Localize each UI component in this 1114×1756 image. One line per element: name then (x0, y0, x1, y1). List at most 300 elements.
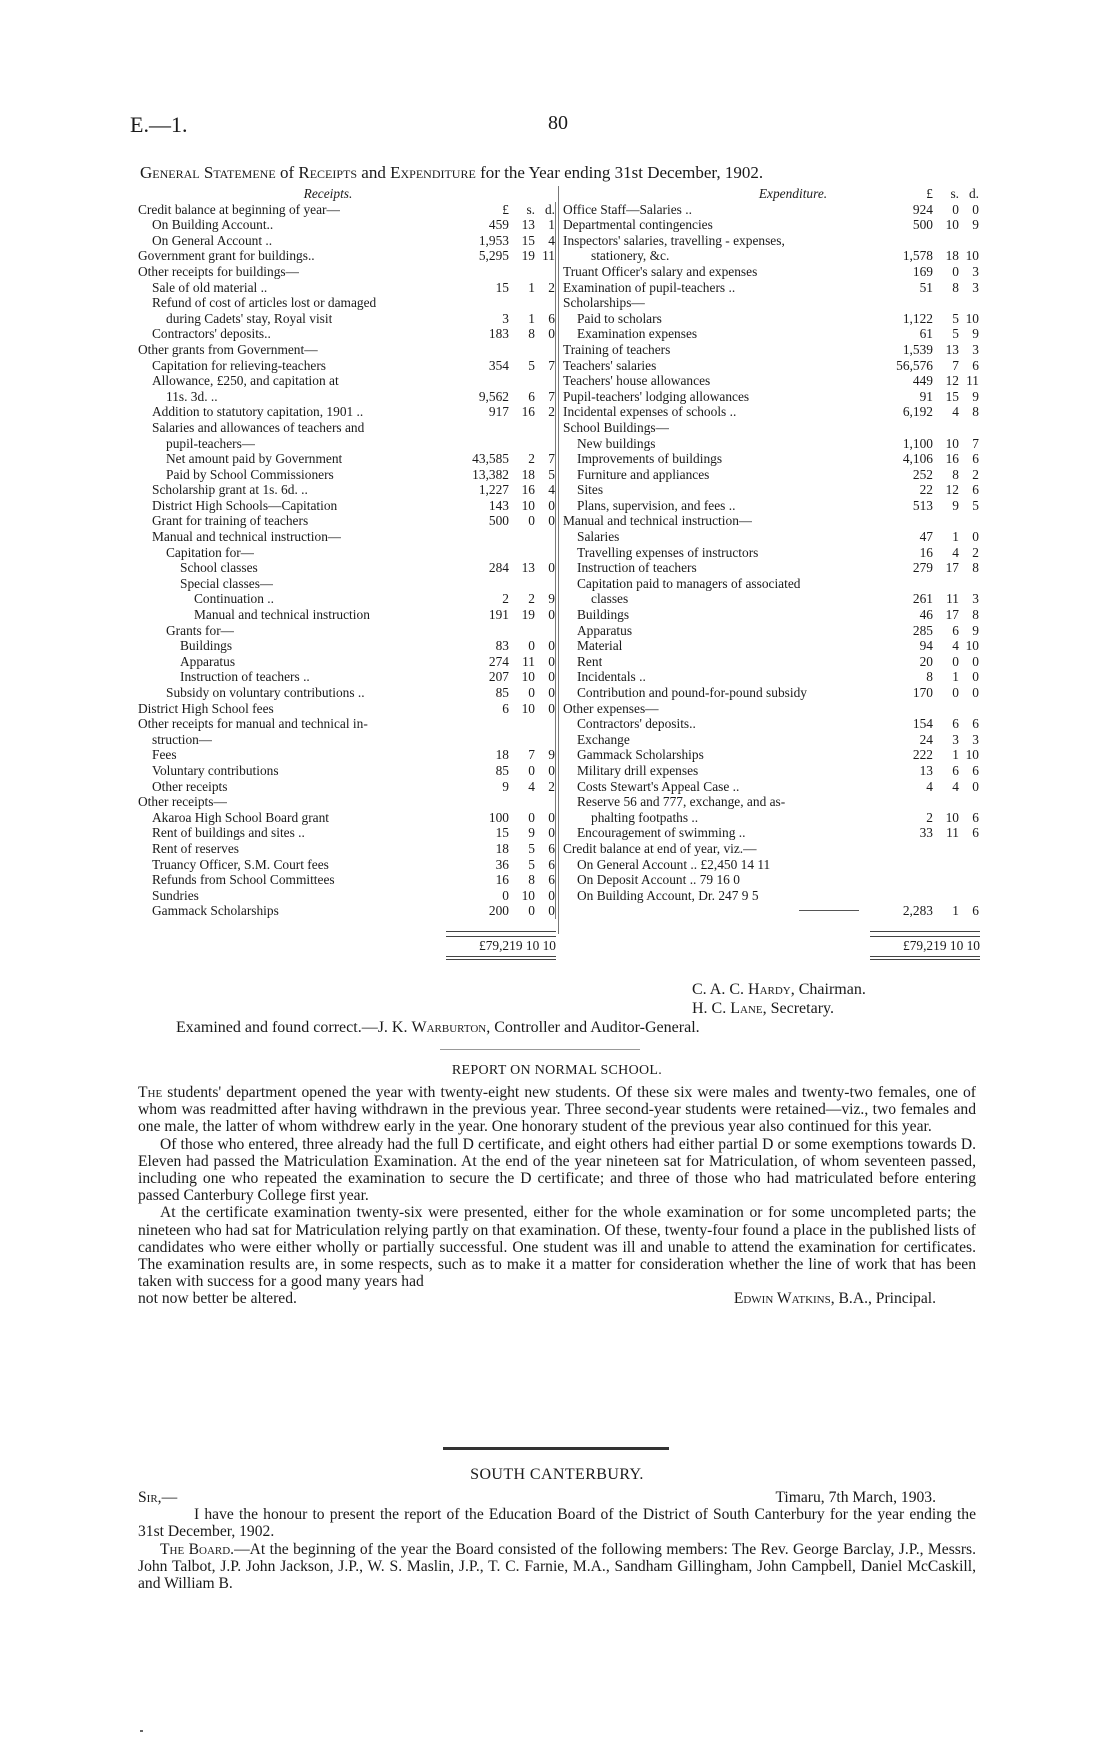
expenditure-shillings: 8 (952, 466, 959, 482)
receipts-row-label: School classes (180, 560, 258, 576)
expenditure-shillings: 1 (952, 529, 959, 545)
receipts-row-label: Buildings (180, 638, 233, 654)
expenditure-pounds: 285 (912, 622, 933, 638)
receipts-row-label: Grants for— (166, 622, 235, 638)
expenditure-row-amount (869, 638, 979, 654)
receipts-row (138, 623, 556, 639)
expenditure-pounds: 154 (912, 716, 933, 732)
statement-title (140, 163, 980, 183)
receipts-row-label: Paid by School Commissioners (166, 466, 334, 482)
receipts-shillings: 0 (528, 809, 535, 825)
receipts-row (138, 373, 556, 389)
receipts-pounds: 36 (495, 856, 509, 872)
receipts-row (138, 513, 556, 529)
south-canterbury-title: SOUTH CANTERBURY. (470, 1466, 644, 1483)
receipts-shillings: 15 (521, 232, 535, 248)
expenditure-pounds: 924 (912, 201, 933, 217)
expenditure-units (869, 186, 979, 202)
expenditure-table (563, 186, 979, 919)
expenditure-pence: 3 (972, 279, 979, 295)
expenditure-shillings: 1 (952, 669, 959, 685)
receipts-heading-row (138, 186, 556, 202)
expenditure-pence: 3 (972, 263, 979, 279)
expenditure-pounds: 47 (919, 529, 933, 545)
expenditure-shillings: 0 (952, 685, 959, 700)
receipts-pounds: 18 (495, 840, 509, 856)
receipts-row-amount (441, 420, 556, 436)
receipts-shillings: 8 (528, 326, 535, 342)
expenditure-pounds: 94 (919, 638, 933, 654)
receipts-row (138, 436, 556, 452)
receipts-pounds: 354 (488, 357, 509, 373)
receipts-row (138, 529, 556, 545)
receipts-pence: 0 (548, 762, 555, 778)
expenditure-pence: 6 (972, 482, 979, 498)
expenditure-row (563, 857, 979, 873)
expenditure-row (563, 420, 979, 436)
receipts-row-amount (441, 217, 556, 233)
expenditure-row (563, 482, 979, 498)
expenditure-pence: 10 (965, 310, 979, 326)
receipts-row (138, 732, 556, 748)
expenditure-heading: Expenditure. (758, 186, 828, 201)
receipts-row-label: during Cadets' stay, Royal visit (166, 310, 333, 326)
expenditure-row (563, 903, 979, 919)
receipts-row-label: 11s. 3d. .. (166, 388, 218, 404)
expenditure-shillings: 0 (952, 263, 959, 279)
expenditure-row-amount (869, 857, 979, 873)
expenditure-shillings: 11 (946, 591, 959, 607)
expenditure-row-label: On General Account .. £2,450 14 11 (577, 856, 771, 872)
report-paragraph-2: Of those who entered, three already had the full D certificate, and eight others had either partial D or some exemptions towards D. Eleven had passed the Matriculation Examination. At the end of the year nineteen sat for Matriculation, of whom seventeen passed, including one who repeated the examination to secure the D certificate; and three of those who had matriculated before entering passed Canterbury College first year. (138, 1135, 976, 1205)
expenditure-row-label: Gammack Scholarships (577, 747, 704, 763)
expenditure-row-label: Encouragement of swimming .. (577, 825, 746, 841)
subtotal-dash (799, 910, 859, 911)
expenditure-row-label: Sites (577, 482, 604, 498)
expenditure-heading-row (563, 186, 979, 202)
expenditure-row-label: Improvements of buildings (577, 451, 723, 467)
expenditure-pence: 9 (972, 217, 979, 233)
expenditure-shillings: 12 (945, 482, 959, 498)
expenditure-row-amount (869, 436, 979, 452)
expenditure-shillings: 15 (945, 388, 959, 404)
receipts-pence: 0 (548, 825, 555, 841)
expenditure-pounds: 261 (912, 591, 933, 607)
receipts-shillings: 19 (521, 607, 535, 623)
receipts-shillings: 10 (521, 497, 535, 513)
receipts-row-label: Addition to statutory capitation, 1901 .. (152, 404, 364, 420)
receipts-row-label: Truancy Officer, S.M. Court fees (152, 856, 329, 872)
expenditure-row-amount (869, 872, 979, 888)
expenditure-pence: 5 (972, 497, 979, 513)
expenditure-pence: 9 (972, 622, 979, 638)
expenditure-pence: 0 (972, 685, 979, 700)
receipts-shillings: 10 (521, 669, 535, 685)
receipts-row (138, 498, 556, 514)
receipts-row-amount (441, 311, 556, 327)
receipts-row (138, 701, 556, 717)
expenditure-row (563, 545, 979, 561)
receipts-row-label: Manual and technical instruction (194, 607, 370, 623)
receipts-row (138, 888, 556, 904)
receipts-row-amount (441, 857, 556, 873)
expenditure-shillings: 1 (952, 747, 959, 763)
principal-name: Edwin Watkins (733, 1290, 831, 1308)
receipts-row (138, 358, 556, 374)
auditor-role: , Controller and Auditor-General. (486, 1019, 700, 1036)
report-last-line: not now better be altered. (138, 1290, 297, 1308)
expenditure-shillings: 4 (952, 544, 959, 560)
receipts-row-label: Other receipts for buildings— (138, 263, 300, 279)
receipts-row (138, 451, 556, 467)
expenditure-row-amount (869, 513, 979, 529)
expenditure-shillings: 6 (952, 716, 959, 732)
receipts-row (138, 685, 556, 701)
letter-paragraph-1: I have the honour to present the report of the Education Board of the District of South Canterbury for the year ending the 31st December, 1902. (138, 1506, 976, 1541)
expenditure-row (563, 342, 979, 358)
receipts-pounds: 459 (488, 217, 509, 233)
receipts-pounds: 500 (488, 513, 509, 529)
expenditure-pounds: 4,106 (902, 451, 933, 467)
receipts-pence: 6 (548, 840, 555, 856)
receipts-row-label: District High School fees (138, 700, 274, 716)
expenditure-row-amount (869, 701, 979, 717)
receipts-pounds: 1,953 (478, 232, 509, 248)
receipts-pounds: 5,295 (478, 248, 509, 264)
receipts-pence: 0 (548, 809, 555, 825)
print-mark (140, 1730, 143, 1732)
receipts-row-label: Fees (152, 747, 177, 763)
receipts-shillings: 6 (528, 388, 535, 404)
receipts-row-label: Special classes— (180, 575, 274, 591)
expenditure-row-amount (869, 467, 979, 483)
expenditure-row (563, 233, 979, 249)
secretary-role: , Secretary. (762, 1000, 834, 1017)
expenditure-pence: 8 (972, 607, 979, 623)
receipts-row (138, 420, 556, 436)
expenditure-pence: 3 (972, 341, 979, 357)
receipts-pence: 1 (548, 217, 555, 233)
receipts-pounds: 18 (495, 747, 509, 763)
receipts-row-label: Instruction of teachers .. (180, 669, 310, 685)
receipts-row-amount (441, 872, 556, 888)
expenditure-row-label: Furniture and appliances (577, 466, 710, 482)
expenditure-shillings: 16 (945, 451, 959, 467)
page-number: 80 (548, 112, 568, 134)
expenditure-shillings: 4 (952, 778, 959, 794)
expenditure-row-label: classes (591, 591, 629, 607)
receipts-shillings: 2 (528, 591, 535, 607)
receipts-shillings: 18 (521, 466, 535, 482)
expenditure-row-label: phalting footpaths .. (591, 809, 699, 825)
receipts-shillings: 10 (521, 700, 535, 716)
expenditure-row (563, 202, 979, 218)
receipts-row-amount (441, 560, 556, 576)
expenditure-row-amount (869, 841, 979, 857)
receipts-row-label: Capitation for relieving-teachers (152, 357, 327, 373)
receipts-pence: 0 (548, 607, 555, 623)
board-lead: The Board. (160, 1540, 235, 1558)
expenditure-pence: 7 (972, 435, 979, 451)
receipts-row-label: Refund of cost of articles lost or damaged (152, 295, 377, 311)
receipts-pence: 11 (542, 248, 555, 264)
expenditure-pence: 6 (972, 825, 979, 841)
receipts-row (138, 779, 556, 795)
receipts-row-amount (441, 623, 556, 639)
expenditure-row-label: Capitation paid to managers of associated (577, 575, 801, 591)
receipts-row-label: Refunds from School Committees (152, 872, 335, 888)
expenditure-pounds: 46 (919, 607, 933, 623)
expenditure-row-amount (869, 389, 979, 405)
receipts-row-label: Contractors' deposits.. (152, 326, 271, 342)
receipts-row-label: District High Schools—Capitation (152, 497, 338, 513)
title-word: Statemene (203, 163, 276, 182)
expenditure-row-label: Material (577, 638, 623, 654)
expenditure-shillings: 0 (952, 201, 959, 217)
receipts-row-label: Sundries (152, 887, 199, 903)
expenditure-row (563, 248, 979, 264)
receipts-shillings: 16 (521, 404, 535, 420)
expenditure-pence: 6 (972, 716, 979, 732)
receipts-row (138, 248, 556, 264)
receipts-row-label: Gammack Scholarships (152, 903, 279, 919)
expenditure-row-amount (869, 903, 979, 919)
expenditure-row-label: Military drill expenses (577, 762, 699, 778)
expenditure-row (563, 295, 979, 311)
expenditure-pounds: 1,578 (902, 248, 933, 264)
receipts-row-amount (441, 825, 556, 841)
expenditure-pence: 0 (972, 669, 979, 685)
expenditure-pounds: 22 (919, 482, 933, 498)
expenditure-shillings: 10 (945, 435, 959, 451)
expenditure-pounds: 252 (912, 466, 933, 482)
principal-title: , B.A., Principal. (830, 1290, 936, 1308)
receipts-row-label: pupil-teachers— (166, 435, 256, 451)
receipts-pounds: 43,585 (472, 451, 509, 467)
receipts-pounds: 100 (488, 809, 509, 825)
salutation: Sir,— (138, 1489, 178, 1506)
expenditure-pounds: 2 (926, 809, 933, 825)
expenditure-row-label: Pupil-teachers' lodging allowances (563, 388, 750, 404)
receipts-pounds: 191 (488, 607, 509, 623)
expenditure-row (563, 389, 979, 405)
receipts-pence: 4 (548, 232, 555, 248)
receipts-row-label: Other receipts (152, 778, 228, 794)
letter-paragraph-2-text: —At the beginning of the year the Board consisted of the following members: The Rev. George Barclay, J.P., Messrs. John Talbot, J.P. John Jackson, J.P., W. S. Maslin, J.P., T. C. Farnie, M.A., Sandham Gillingham, John Campbell, Daniel McCaskill, and William B. (138, 1540, 976, 1593)
expenditure-pence: 0 (972, 529, 979, 545)
receipts-pence: 5 (548, 466, 555, 482)
receipts-row (138, 326, 556, 342)
expenditure-row-label: Training of teachers (563, 341, 671, 357)
expenditure-row (563, 280, 979, 296)
receipts-pence: 2 (548, 279, 555, 295)
expenditure-row-amount (869, 794, 979, 810)
title-word: Receipts (298, 163, 358, 182)
receipts-pence: 7 (548, 451, 555, 467)
expenditure-row-amount (869, 732, 979, 748)
expenditure-pence: 6 (972, 903, 979, 919)
expenditure-row (563, 810, 979, 826)
expenditure-row-amount (869, 358, 979, 374)
expenditure-row-label: Rent (577, 653, 603, 669)
chairman-initials: C. A. C. (692, 981, 745, 998)
receipts-pounds: 200 (488, 903, 509, 919)
expenditure-total: £79,219 10 10 (903, 938, 980, 953)
expenditure-pence: 10 (965, 747, 979, 763)
expenditure-row-amount (869, 545, 979, 561)
expenditure-row (563, 498, 979, 514)
expenditure-shillings: 3 (952, 731, 959, 747)
expenditure-row-label: Buildings (577, 607, 630, 623)
receipts-row-label: Other receipts— (138, 794, 227, 810)
expenditure-row (563, 529, 979, 545)
expenditure-row-amount (869, 498, 979, 514)
receipts-row-label: Capitation for— (166, 544, 255, 560)
expenditure-pounds: 1,100 (902, 435, 933, 451)
expenditure-pounds: 170 (912, 685, 933, 700)
receipts-row (138, 545, 556, 561)
receipts-shillings: 5 (528, 840, 535, 856)
unit-shillings: s. (950, 186, 959, 201)
receipts-pounds: 9 (502, 778, 509, 794)
expenditure-row (563, 358, 979, 374)
receipts-row (138, 747, 556, 763)
receipts-row (138, 342, 556, 358)
expenditure-row-label: Teachers' salaries (563, 357, 657, 373)
receipts-pounds: 85 (495, 685, 509, 700)
receipts-pence: 9 (548, 591, 555, 607)
receipts-row-amount (441, 248, 556, 264)
receipts-row-label: Akaroa High School Board grant (152, 809, 330, 825)
expenditure-row (563, 436, 979, 452)
receipts-shillings: 0 (528, 762, 535, 778)
receipts-row-amount (441, 669, 556, 685)
auditor-prefix: Examined and found correct.—J. K. (176, 1019, 408, 1036)
expenditure-row-amount (869, 264, 979, 280)
title-word: for the Year ending 31st December, 1902. (480, 163, 764, 182)
title-word: General (140, 163, 200, 182)
expenditure-row (563, 685, 979, 701)
expenditure-row-label: Exchange (577, 731, 630, 747)
expenditure-row-amount (869, 311, 979, 327)
receipts-row-label: On Building Account.. (152, 217, 274, 233)
receipts-row (138, 217, 556, 233)
expenditure-pence: 6 (972, 357, 979, 373)
expenditure-row (563, 716, 979, 732)
place-date: Timaru, 7th March, 1903. (775, 1489, 936, 1506)
receipts-pounds: 83 (495, 638, 509, 654)
receipts-shillings: 0 (528, 903, 535, 919)
receipts-shillings: 11 (522, 653, 535, 669)
expenditure-row-amount (869, 747, 979, 763)
expenditure-row-label: Incidentals .. (577, 669, 646, 685)
expenditure-row-amount (869, 202, 979, 218)
receipts-row (138, 560, 556, 576)
receipts-pence: 6 (548, 872, 555, 888)
receipts-row-amount (441, 701, 556, 717)
expenditure-pounds: 449 (912, 373, 933, 389)
expenditure-row-label: Scholarships— (563, 295, 645, 311)
receipts-row-amount (441, 342, 556, 358)
expenditure-pence: 3 (972, 731, 979, 747)
expenditure-row-label: On Deposit Account .. 79 16 0 (577, 872, 740, 888)
receipts-row-label: Other receipts for manual and technical in- (138, 716, 368, 732)
receipts-shillings: 7 (528, 747, 535, 763)
expenditure-pence: 8 (972, 560, 979, 576)
letter-paragraph-2 (138, 1541, 976, 1593)
title-word: and (361, 163, 386, 182)
report-paragraph-3-text: At the certificate examination twenty-six were presented, either for the whole examination or for some uncompleted parts; the nineteen who had sat for Matriculation relying partly on that examination. Of these, twenty-four found a place in the published lists of candidates who were either wholly or partially successful. One student was ill and unable to attend the examination for certificates. The examination results are, in some respects, such as to make it a matter for consideration whether the line of work that has been taken with success for a good many years had (138, 1204, 976, 1291)
expenditure-shillings: 10 (945, 217, 959, 233)
receipts-row (138, 202, 556, 218)
expenditure-shillings: 5 (952, 326, 959, 342)
expenditure-row-label: Incidental expenses of schools .. (563, 404, 737, 420)
receipts-row (138, 591, 556, 607)
expenditure-row-amount (869, 607, 979, 623)
receipts-units (441, 202, 556, 218)
receipts-row (138, 716, 556, 732)
receipts-row-amount (441, 654, 556, 670)
receipts-row (138, 654, 556, 670)
expenditure-shillings: 12 (945, 373, 959, 389)
receipts-pounds: 183 (488, 326, 509, 342)
auditor-certification (176, 1019, 700, 1037)
expenditure-row (563, 701, 979, 717)
expenditure-shillings: 4 (952, 638, 959, 654)
expenditure-shillings: 6 (952, 762, 959, 778)
receipts-pounds: 274 (488, 653, 509, 669)
receipts-row (138, 903, 556, 919)
expenditure-pence: 11 (966, 373, 979, 389)
expenditure-pounds: 24 (919, 731, 933, 747)
receipts-pounds: 284 (488, 560, 509, 576)
receipts-row-label: Government grant for buildings.. (138, 248, 315, 264)
receipts-row-amount (441, 779, 556, 795)
expenditure-pence: 2 (972, 544, 979, 560)
expenditure-row (563, 669, 979, 685)
receipts-row (138, 825, 556, 841)
expenditure-pounds: 51 (919, 279, 933, 295)
principal-signature (734, 1290, 976, 1307)
expenditure-pence: 6 (972, 762, 979, 778)
receipts-total-underline (446, 956, 556, 960)
receipts-row-amount (441, 264, 556, 280)
receipts-pounds: 85 (495, 762, 509, 778)
receipts-row-amount (441, 451, 556, 467)
expenditure-pounds: 91 (919, 388, 933, 404)
receipts-pence: 0 (548, 887, 555, 903)
letter-opening (138, 1489, 976, 1506)
chairman-role: , Chairman. (790, 981, 866, 998)
expenditure-row-label: Apparatus (577, 622, 633, 638)
expenditure-pounds: 16 (919, 544, 933, 560)
expenditure-row-amount (869, 233, 979, 249)
expenditure-row-amount (869, 654, 979, 670)
expenditure-row-label: Contribution and pound-for-pound subsidy (577, 685, 807, 700)
expenditure-row (563, 513, 979, 529)
report-paragraph-1-text: students' department opened the year with twenty-eight new students. Of these six were males and twenty-two females, one of whom was readmitted after having withdrawn in the previous year. Three second-year students were retained—viz., two females and one male, the latter of whom withdrew early in the year. One honorary student of the previous year also continued for this year. (138, 1084, 976, 1136)
expenditure-row-label: Inspectors' salaries, travelling - expenses, (563, 232, 785, 248)
expenditure-shillings: 17 (945, 560, 959, 576)
expenditure-pence: 2 (972, 466, 979, 482)
expenditure-row-amount (869, 482, 979, 498)
receipts-pounds: 9,562 (478, 388, 509, 404)
expenditure-row (563, 591, 979, 607)
expenditure-row-label: stationery, &c. (591, 248, 670, 264)
receipts-row-amount (441, 810, 556, 826)
receipts-row (138, 638, 556, 654)
receipts-pence: 0 (548, 903, 555, 919)
